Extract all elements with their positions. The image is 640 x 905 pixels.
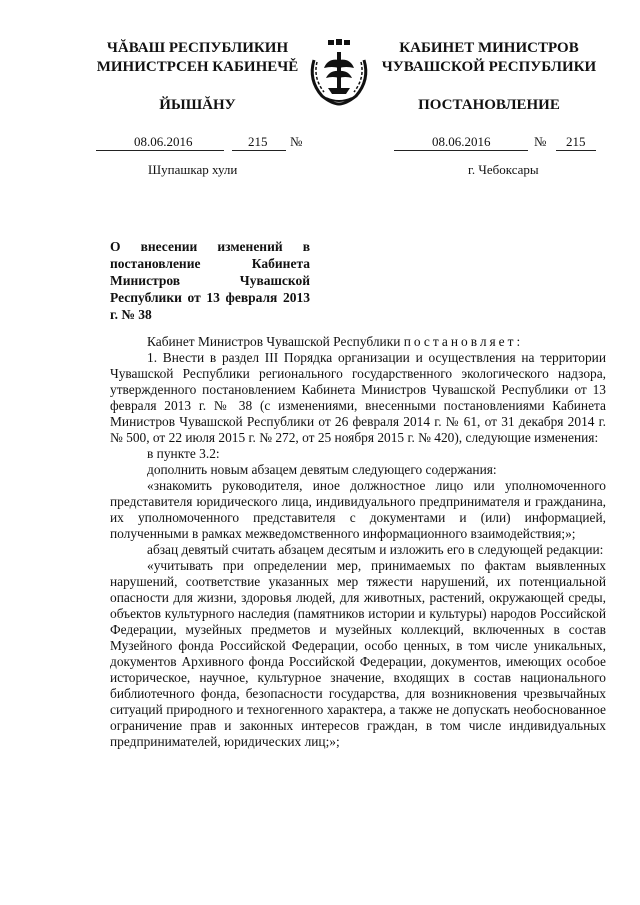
left-date-underline <box>96 150 224 151</box>
intro-paragraph <box>110 334 606 350</box>
right-date-underline <box>394 150 528 151</box>
header-right-line2: ЧУВАШСКОЙ РЕСПУБЛИКИ <box>381 59 597 75</box>
right-number: 215 <box>566 134 586 149</box>
document-subject: О внесении изменений в постановление Кабинета Министров Чувашской Республики от 13 февраля 2013 г. № 38 <box>110 239 310 322</box>
paragraph-5: абзац девятый считать абзацем десятым и изложить его в следующей редакции: <box>147 542 604 557</box>
left-number: 215 <box>248 134 268 149</box>
doc-type-right: ПОСТАНОВЛЕНИЕ <box>418 97 560 113</box>
paragraph-2: в пункте 3.2: <box>147 446 220 461</box>
header-right-line1: КАБИНЕТ МИНИСТРОВ <box>399 40 579 56</box>
header-left-line2: МИНИСТРСЕН КАБИНЕЧĚ <box>96 59 299 75</box>
intro-verb: постановляет: <box>403 334 524 349</box>
paragraph-6: «учитывать при определении мер, принимаемых по фактам выявленных нарушений, соответствие указанных мер тяжести нарушений, их потенциальной опасности для жизни, здоровья людей, для животных, растений, окружающей среды, объектов культурного наследия (памятников истории и культуры) народов Российской Федерации, музейных предметов и музейных коллекций, включенных в состав Музейного фонда Российской Федерации, особо ценных, в том числе уникальных, документов Архивного фонда Российской Федерации, документов, имеющих особое историческое, научное, культурное значение, входящих в состав национального библиотечного фонда, безопасности государства, для возникновения чрезвычайных ситуаций природного и техногенного характера, а также не допускать необоснованное ограничение прав и законных интересов граждан, в том числе индивидуальных предпринимателей, юридических лиц;»; <box>110 558 606 749</box>
left-no-sign: № <box>290 134 303 149</box>
right-number-underline <box>556 150 596 151</box>
paragraph-3: дополнить новым абзацем девятым следующего содержания: <box>147 462 497 477</box>
right-city: г. Чебоксары <box>468 162 539 177</box>
left-number-underline <box>232 150 286 151</box>
paragraph-1: 1. Внести в раздел III Порядка организации и осуществления на территории Чувашской Республики регионального государственного экологического надзора, утвержденного постановлением Кабинета Министров Чувашской Республики от 13 февраля 2013 г. № 38 (с изменениями, внесенными постановлениями Кабинета Министров Чувашской Республики от 26 февраля 2014 г. № 61, от 31 декабря 2014 г. № 500, от 22 июля 2015 г. № 272, от 25 ноября 2015 г. № 420), следующие изменения: <box>110 350 606 445</box>
header-left-org <box>95 39 300 77</box>
left-city: Шупашкар хули <box>148 162 238 177</box>
paragraph-4: «знакомить руководителя, иное должностное лицо или уполномоченного представителя юридического лица, индивидуального предпринимателя и гражданина, их уполномоченного представителя с документами и (или) информацией, полученными в рамках межведомственного информационного взаимодействия;»; <box>110 478 606 541</box>
document-body <box>110 334 606 750</box>
intro-prefix: Кабинет Министров Чувашской Республики <box>147 334 401 349</box>
doc-type-left: ЙЫШĂНУ <box>159 97 236 113</box>
right-no-sign: № <box>534 134 547 149</box>
right-date: 08.06.2016 <box>432 134 491 149</box>
header-left-line1: ЧĂВАШ РЕСПУБЛИКИН <box>106 40 289 56</box>
chuvash-emblem-icon <box>304 38 374 108</box>
header-right-org <box>378 39 600 77</box>
left-date: 08.06.2016 <box>134 134 193 149</box>
